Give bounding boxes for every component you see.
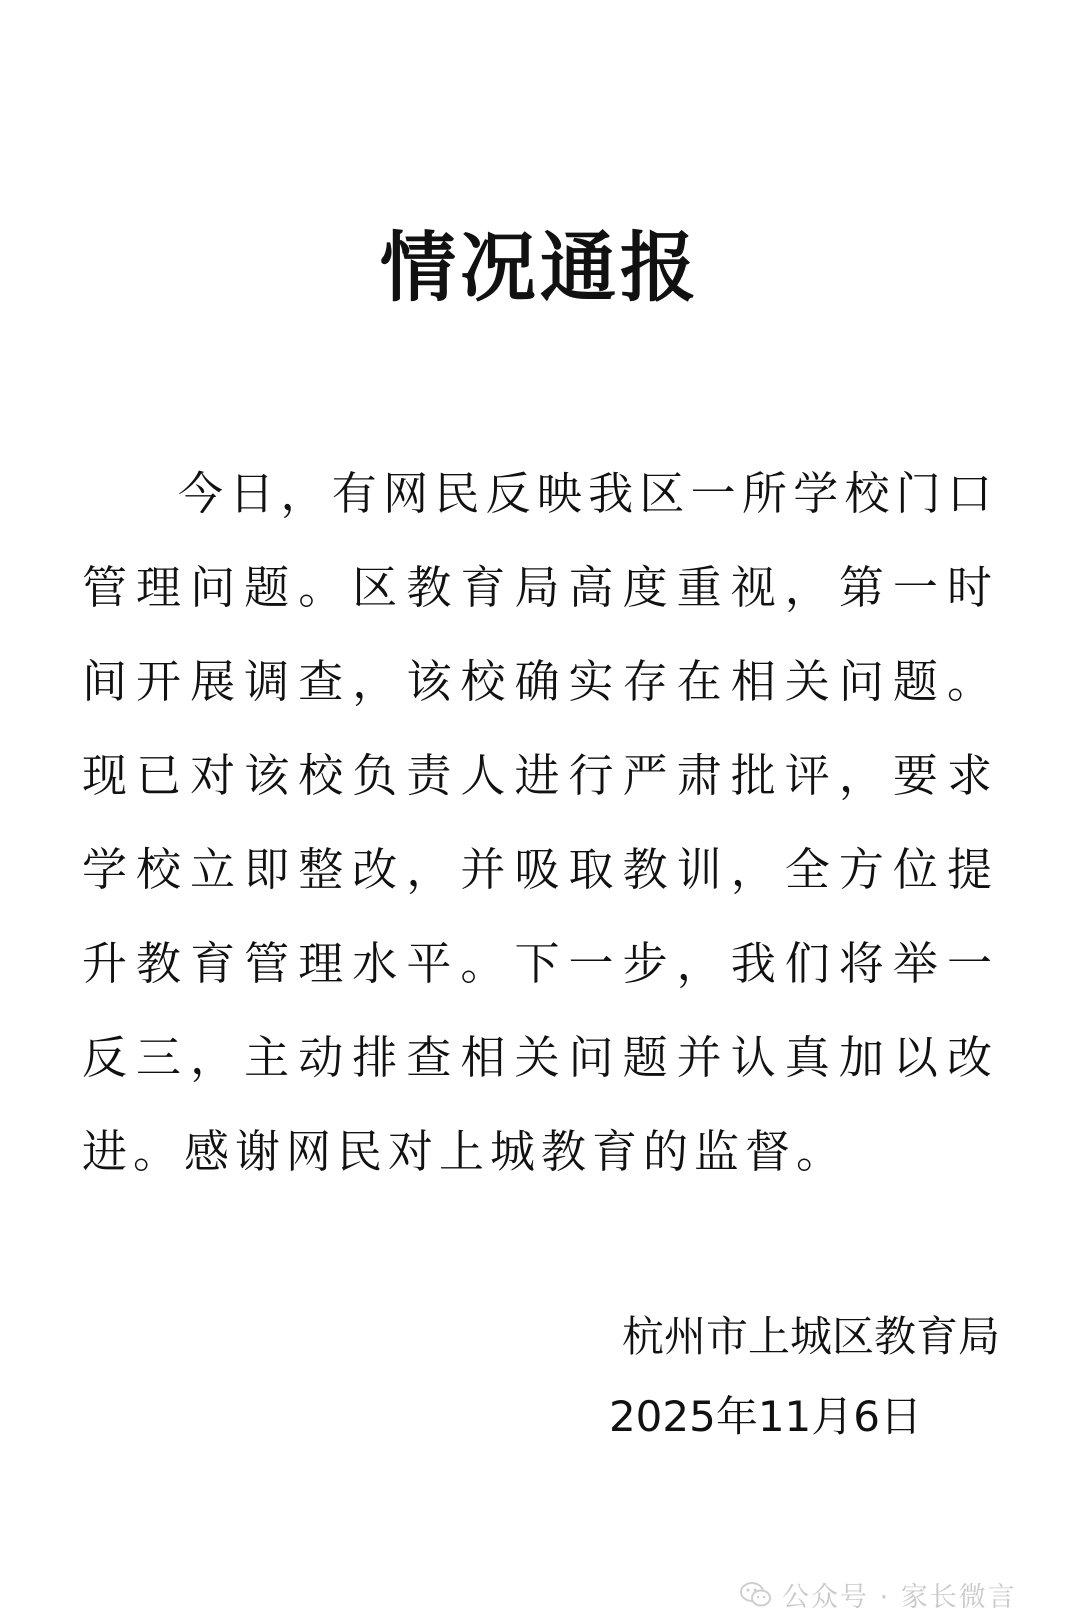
notice-body: 今日，有网民反映我区一所学校门口管理问题。区教育局高度重视，第一时间开展调查，该校确实存在相关问题。现已对该校负责人进行严肃批评，要求学校立即整改，并吸取教训，全方位提升教育管理水平。下一步，我们将举一反三，主动排查相关问题并认真加以改进。感谢网民对上城教育的监督。 bbox=[82, 467, 998, 1178]
notice-title: 情况通报 bbox=[380, 223, 700, 312]
signature-block bbox=[609, 1297, 1000, 1457]
watermark bbox=[740, 1575, 1017, 1614]
watermark-text: 公众号 · 家长微言 bbox=[782, 1582, 1017, 1613]
issue-date: 2025年11月6日 bbox=[608, 1392, 922, 1441]
issuing-organization: 杭州市上城区教育局 bbox=[621, 1312, 1000, 1361]
wechat-icon bbox=[740, 1582, 772, 1608]
